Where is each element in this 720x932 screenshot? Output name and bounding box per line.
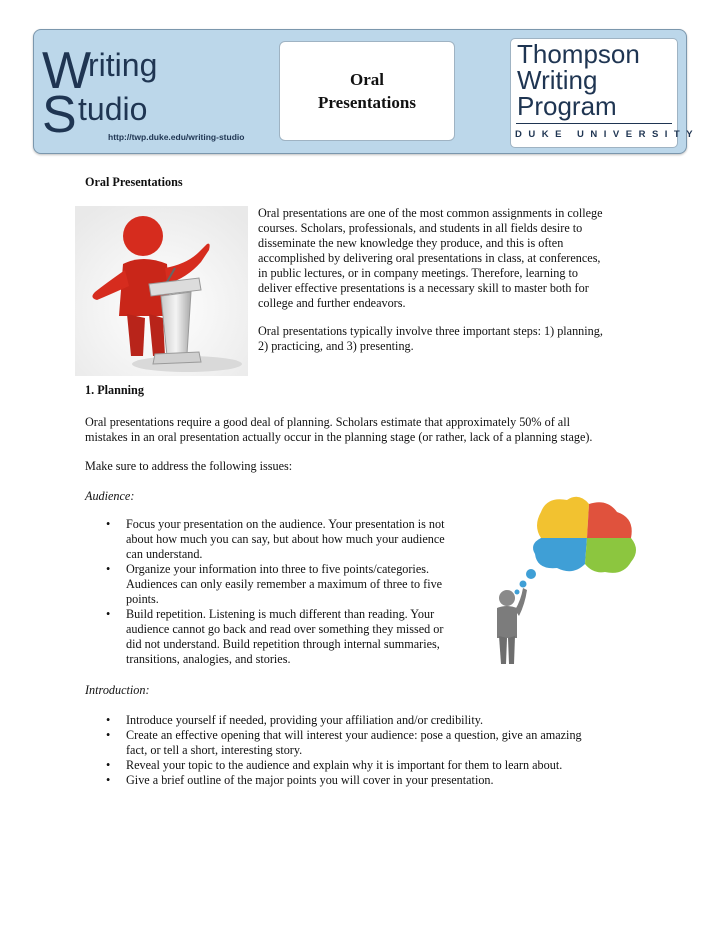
list-item-line: points. — [126, 592, 159, 606]
writing-logo-text: riting — [88, 47, 158, 83]
thought-bubble-large — [526, 569, 536, 579]
list-item-line: Audiences can only easily remember a maximum of three to five — [126, 577, 443, 591]
planning-paragraph — [85, 415, 592, 445]
introduction-list — [82, 713, 582, 788]
intro-p1-line: deliver effective presentations is a necessary skill to master both for — [258, 281, 589, 295]
twp-line-program: Program — [517, 91, 617, 121]
list-item-line: audience cannot go back and read over something they missed or — [126, 622, 444, 636]
figure-head — [123, 216, 163, 256]
list-item — [82, 758, 582, 773]
grey-figure-leg-left — [499, 636, 507, 664]
thought-bubble-medium — [520, 581, 527, 588]
grey-figure-head — [499, 590, 515, 606]
address-issues-line: Make sure to address the following issues: — [85, 459, 293, 473]
thought-bubble-small — [515, 590, 520, 595]
list-item-line: • Focus your presentation on the audience. Your presentation is not — [126, 517, 445, 531]
list-item — [82, 713, 582, 728]
puzzle-piece-green — [585, 538, 636, 573]
audience-list — [82, 517, 445, 667]
page-heading: Oral Presentations — [85, 175, 183, 189]
list-item-line: • Organize your information into three to five points/categories. — [126, 562, 430, 576]
list-item — [82, 562, 445, 607]
thinking-puzzle-illustration — [475, 492, 643, 668]
planning-line: Oral presentations require a good deal of planning. Scholars estimate that approximately 50% of all — [85, 415, 570, 429]
duke-university-label: DUKE UNIVERSITY — [515, 129, 700, 140]
speaker-podium-illustration — [75, 206, 248, 376]
banner-title — [279, 41, 455, 141]
intro-p1-line: accomplished by delivering oral presentations in class, at conferences, — [258, 251, 601, 265]
list-item-line: fact, or tell a short, interesting story. — [126, 743, 303, 757]
introduction-label: Introduction: — [85, 683, 150, 697]
intro-p1-line: Oral presentations are one of the most common assignments in college — [258, 206, 603, 220]
planning-heading: 1. Planning — [85, 383, 144, 397]
puzzle-piece-red — [587, 502, 632, 538]
list-item-line: • Give a brief outline of the major points you will cover in your presentation. — [126, 773, 494, 787]
studio-logo-text: tudio — [78, 91, 148, 127]
header-banner — [33, 29, 700, 154]
intro-p1-line: courses. Scholars, professionals, and students in all fields desire to — [258, 221, 583, 235]
list-item-line: transitions, analogies, and stories. — [126, 652, 291, 666]
list-item — [82, 773, 582, 788]
list-item-line: • Introduce yourself if needed, providing your affiliation and/or credibility. — [126, 713, 484, 727]
list-item-line: can understand. — [126, 547, 203, 561]
intro-p1-line: in public lectures, or in company meetings. Therefore, learning to — [258, 266, 578, 280]
puzzle-piece-blue — [533, 538, 587, 571]
banner-title-line2: Presentations — [318, 93, 416, 112]
list-item-line: did not understand. Build repetition through internal summaries, — [126, 637, 440, 651]
intro-paragraph-1 — [258, 206, 603, 311]
audience-label: Audience: — [85, 489, 135, 503]
twp-logo-wordmark — [517, 41, 640, 119]
list-item — [82, 517, 445, 562]
writing-logo-letter: W — [42, 42, 92, 100]
planning-line: mistakes in an oral presentation actually occur in the planning stage (or rather, lack of a planning stage). — [85, 430, 593, 444]
grey-figure-body — [497, 606, 517, 638]
intro-p2-line: Oral presentations typically involve three important steps: 1) planning, — [258, 324, 603, 338]
intro-p2-line: 2) practicing, and 3) presenting. — [258, 339, 414, 353]
list-item-line: about how much you can say, but about how much your audience — [126, 532, 445, 546]
list-item-line: • Reveal your topic to the audience and explain why it is important for them to learn about. — [126, 758, 563, 772]
intro-paragraph-2 — [258, 324, 603, 354]
twp-divider — [516, 123, 672, 124]
puzzle-piece-yellow — [537, 497, 589, 538]
list-item-line: • Create an effective opening that will interest your audience: pose a question, give an amazing — [126, 728, 582, 742]
intro-p1-line: college and further endeavors. — [258, 296, 406, 310]
list-item — [82, 728, 582, 758]
studio-logo-letter: S — [42, 86, 77, 144]
banner-title-line1: Oral — [350, 70, 384, 89]
podium-base — [153, 352, 201, 364]
intro-p1-line: disseminate the new knowledge they produce, and this is often — [258, 236, 564, 250]
thompson-writing-program-logo — [510, 38, 700, 148]
twp-line-writing: Writing — [517, 65, 598, 95]
writing-studio-url[interactable]: http://twp.duke.edu/writing-studio — [108, 132, 245, 142]
twp-line-thompson: Thompson — [517, 39, 640, 69]
grey-figure-leg-right — [508, 636, 515, 664]
list-item — [82, 607, 445, 667]
list-item-line: • Build repetition. Listening is much different than reading. Your — [126, 607, 435, 621]
